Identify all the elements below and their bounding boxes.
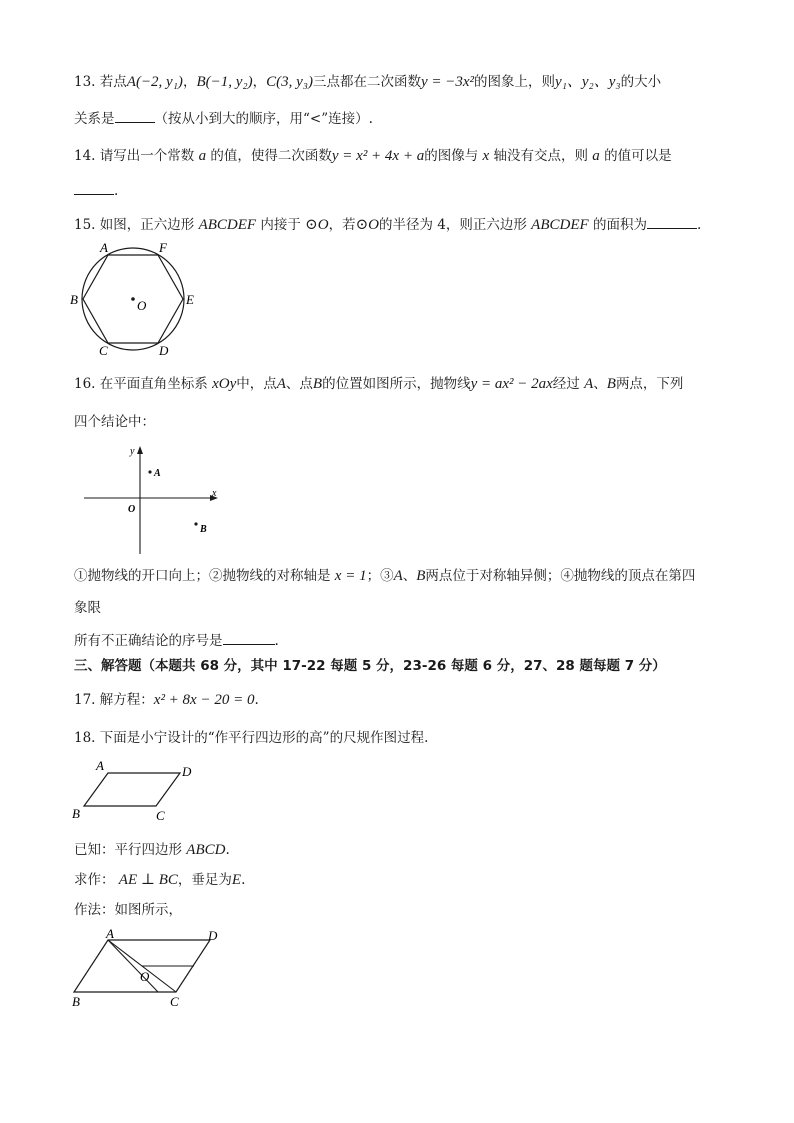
section-heading: 三、解答题（本题共 68 分，其中 17-22 每题 5 分，23-26 每题 6 分，27、28 题每题 7 分） bbox=[74, 658, 666, 674]
q13-point-c: C(3, y₃) bbox=[266, 74, 313, 90]
q13-point-a: A(−2, y₁) bbox=[126, 74, 183, 90]
q14-function: y = x² + 4x + a bbox=[331, 148, 425, 164]
q13-text-b: 三点都在二次函数 bbox=[312, 74, 421, 90]
y-axis-arrow bbox=[137, 446, 143, 454]
q16-function: y = ax² − 2ax bbox=[470, 376, 553, 392]
q16-ask-line bbox=[74, 630, 279, 651]
q13-text-c: 的图象上，则 bbox=[474, 74, 556, 90]
q15-text-c: ，若 bbox=[328, 217, 356, 233]
q13-text-a: 若点 bbox=[99, 74, 127, 90]
label-x: x bbox=[212, 488, 217, 499]
q16-text-e: 经过 bbox=[552, 376, 580, 392]
label-b: B bbox=[200, 524, 207, 535]
q18-known-name: ABCD bbox=[186, 842, 226, 858]
q16-point-b: B bbox=[416, 568, 426, 584]
q13-line1 bbox=[74, 72, 661, 92]
label-c: C bbox=[99, 343, 108, 358]
label-a: A bbox=[100, 240, 108, 255]
label-a: A bbox=[96, 758, 104, 773]
parallelogram bbox=[84, 773, 180, 806]
q14-line1 bbox=[74, 146, 672, 166]
point-b bbox=[194, 522, 197, 525]
label-e: E bbox=[186, 292, 194, 307]
q18-text: 下面是小宁设计的“作平行四边形的高”的尺规作图过程. bbox=[99, 730, 429, 746]
q16-point-a: A bbox=[584, 376, 594, 392]
q15-hexagon-figure bbox=[70, 238, 200, 360]
q14-number: 14. bbox=[74, 148, 96, 164]
q15-circle: ⊙O bbox=[305, 217, 329, 233]
label-d: D bbox=[208, 928, 218, 943]
q14-line2 bbox=[74, 180, 118, 201]
q15-text-e: 的面积为 bbox=[592, 217, 647, 233]
label-y: y bbox=[130, 446, 135, 457]
q16-statements-c: 两点位于对称轴异侧；④抛物线的顶点在第四 bbox=[425, 568, 696, 584]
q17-equation: x² + 8x − 20 = 0 bbox=[153, 692, 255, 708]
q16-line2-text: 四个结论中： bbox=[74, 414, 155, 430]
q15-text-b: 内接于 bbox=[260, 217, 301, 233]
answer-blank bbox=[223, 630, 275, 645]
q18-known-text: 已知：平行四边形 bbox=[74, 842, 182, 858]
q13-sep: ， bbox=[182, 74, 197, 90]
q16-line1: 16. 在平面直角坐标系 xOy中，点A、点B的位置如图所示，抛物线y = ax² − 2ax经过 A、B两点，下列 bbox=[74, 376, 684, 392]
label-d: D bbox=[182, 764, 192, 779]
q16-axis-eq: x = 1 bbox=[334, 568, 367, 584]
answer-blank bbox=[647, 214, 697, 229]
q13-number: 13. bbox=[74, 74, 96, 90]
q16-text-f: 两点，下列 bbox=[615, 376, 684, 392]
label-d: D bbox=[159, 343, 169, 358]
label-b: B bbox=[72, 994, 80, 1009]
q16-ask: 所有不正确结论的序号是 bbox=[74, 633, 223, 649]
q13-point-b: B(−1, y₂) bbox=[196, 74, 253, 90]
q18-find-text-b: ，垂足为 bbox=[177, 872, 232, 888]
q16-point-a: A bbox=[393, 568, 403, 584]
q16-text-d: 的位置如图所示，抛物线 bbox=[322, 376, 471, 392]
answer-blank bbox=[74, 180, 114, 195]
q15-text-d: 的半径为 4，则正六边形 bbox=[378, 217, 527, 233]
q16-period: . bbox=[274, 633, 279, 649]
q16-system: xOy bbox=[212, 376, 237, 392]
label-b: B bbox=[70, 292, 78, 307]
q18-find bbox=[74, 870, 245, 890]
q13-sep: ， bbox=[252, 74, 267, 90]
q18-find-relation: AE ⊥ BC bbox=[118, 872, 178, 888]
q15-line1 bbox=[74, 214, 701, 235]
q13-function: y = −3x² bbox=[420, 74, 475, 90]
q15-circle: ⊙O bbox=[355, 217, 379, 233]
q16-point-b: B bbox=[606, 376, 616, 392]
q16-statements: ①抛物线的开口向上；②抛物线的对称轴是 bbox=[74, 568, 331, 584]
q15-number: 15. bbox=[74, 217, 96, 233]
q16-text-b: 中，点 bbox=[236, 376, 277, 392]
q13-y-values: y₁、y₂、y₃ bbox=[555, 74, 621, 90]
q13-text-d: 的大小 bbox=[620, 74, 662, 90]
q18-parallelogram-figure bbox=[72, 758, 202, 824]
q18-known bbox=[74, 840, 230, 860]
q16-coordinate-figure bbox=[84, 442, 224, 558]
q15-hexagon-name: ABCDEF bbox=[531, 217, 589, 233]
label-a: A bbox=[106, 926, 114, 941]
q18-method bbox=[74, 900, 182, 920]
point-a bbox=[148, 470, 151, 473]
label-o: O bbox=[140, 969, 150, 984]
q16-statements-line2-text: 象限 bbox=[74, 600, 101, 616]
q14-period: . bbox=[114, 183, 119, 199]
q16-statements-line1: ①抛物线的开口向上；②抛物线的对称轴是 x = 1；③A、B两点位于对称轴异侧；④抛物线的顶点在第四 bbox=[74, 568, 696, 584]
q18-find-point: E bbox=[231, 872, 242, 888]
q18-construction-figure bbox=[70, 926, 230, 1010]
q15-hexagon-name: ABCDEF bbox=[198, 217, 257, 233]
label-c: C bbox=[170, 994, 179, 1009]
q17-text: 解方程： bbox=[99, 692, 154, 708]
answer-blank bbox=[115, 108, 155, 123]
q16-text-c: 、点 bbox=[285, 376, 313, 392]
label-f: F bbox=[159, 240, 167, 255]
q14-text-d: 轴没有交点，则 bbox=[493, 148, 588, 164]
q14-var-a: a bbox=[592, 148, 600, 164]
q16-text-a: 在平面直角坐标系 bbox=[99, 376, 208, 392]
q16-point-a: A bbox=[276, 376, 286, 392]
label-origin: O bbox=[128, 504, 136, 515]
q17-number: 17. bbox=[74, 692, 96, 708]
q18-period: . bbox=[241, 872, 246, 888]
label-c: C bbox=[156, 808, 165, 823]
q18-method-text: 作法：如图所示， bbox=[74, 902, 182, 918]
q15-period: . bbox=[696, 217, 702, 233]
q16-line2 bbox=[74, 412, 155, 432]
q16-statements-line2 bbox=[74, 598, 101, 618]
q18-line bbox=[74, 728, 428, 748]
q18-find-text: 求作： bbox=[74, 872, 115, 888]
q14-text-b: 的值，使得二次函数 bbox=[210, 148, 332, 164]
q17-period: . bbox=[254, 692, 259, 708]
q14-var-x: x bbox=[482, 148, 490, 164]
label-o: O bbox=[137, 298, 147, 313]
q16-number: 16. bbox=[74, 376, 96, 392]
q18-number: 18. bbox=[74, 730, 96, 746]
q14-text-e: 的值可以是 bbox=[604, 148, 672, 164]
q13-line2-text: 关系是 bbox=[74, 111, 115, 127]
q13-line2-hint: （按从小到大的顺序，用“<”连接）. bbox=[154, 111, 373, 127]
q14-text-c: 的图像与 bbox=[424, 148, 479, 164]
label-a: A bbox=[154, 468, 161, 479]
q13-line2 bbox=[74, 108, 373, 129]
q14-var-a: a bbox=[198, 148, 207, 164]
q17-line bbox=[74, 690, 259, 710]
q18-period: . bbox=[225, 842, 230, 858]
label-b: B bbox=[72, 806, 80, 821]
q16-point-b: B bbox=[312, 376, 323, 392]
q15-text-a: 如图，正六边形 bbox=[99, 217, 195, 233]
q14-text-a: 请写出一个常数 bbox=[99, 148, 195, 164]
center-point bbox=[131, 297, 135, 301]
q16-statements-b: ；③ bbox=[366, 568, 394, 584]
